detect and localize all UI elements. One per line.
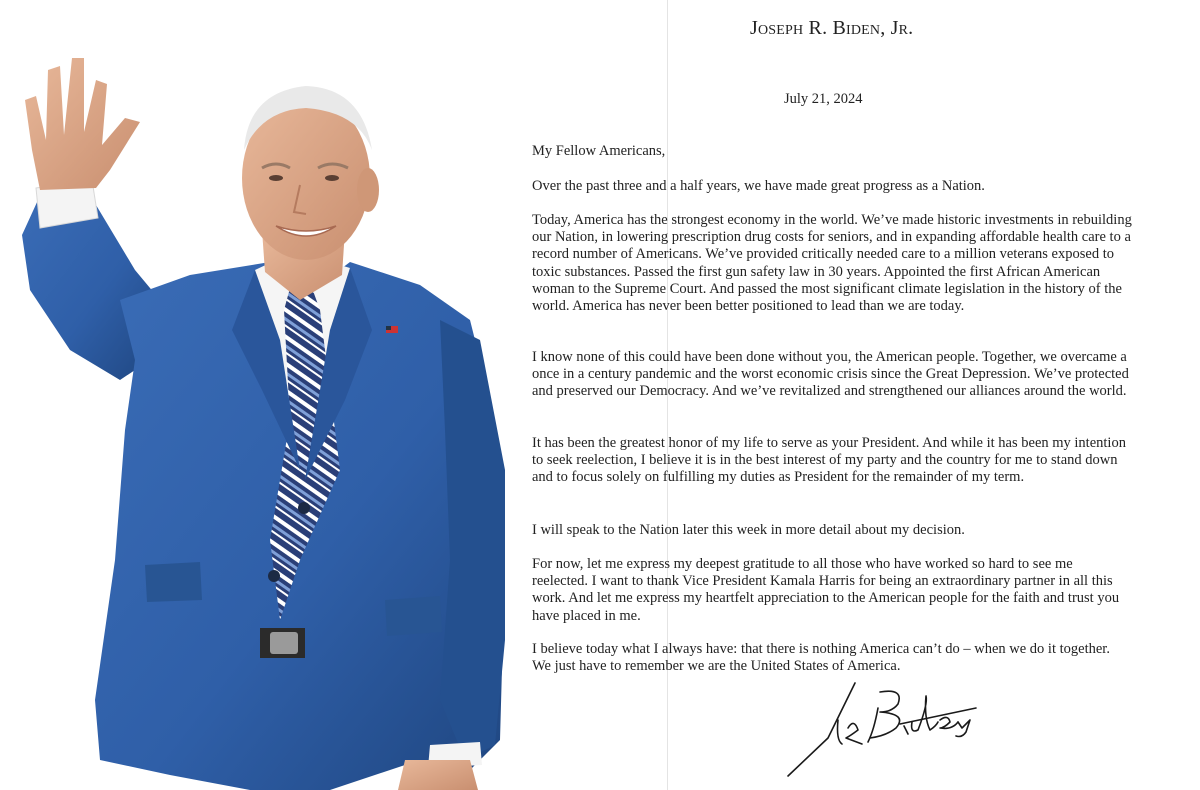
handwritten-signature [780,678,980,783]
paragraph-gratitude: For now, let me express my deepest gratitude to all those who have worked so hard to see me reelected. I want to thank Vice President Kamala Harris for being an extraordinary partner in all this work. And let me express my heartfelt appreciation to the American people for the faith and trust you have placed in me. [532,556,1120,624]
portrait-photo [0,0,560,790]
paragraph-stand-down: It has been the greatest honor of my life to serve as your President. And while it has been my intention to seek reelection, I believe it is in the best interest of my party and the country for me to stand down and to focus solely on fulfilling my duties as President for the remainder of my term. [532,435,1126,486]
letterhead: Joseph R. Biden, Jr. [750,17,914,39]
paragraph-closing: I believe today what I always have: that there is nothing America can’t do – when we do it together. We just have to remember we are the United States of America. [532,641,1110,675]
paragraph-american-people: I know none of this could have been done without you, the American people. Together, we overcame a once in a century pandemic and the worst economic crisis since the Great Depression. We’ve protected and preserved our Democracy. And we’ve revitalized and strengthened our alliances around the world. [532,349,1129,400]
paragraph-speak-to-nation: I will speak to the Nation later this week in more detail about my decision. [532,522,965,538]
letter-date: July 21, 2024 [784,91,863,107]
paragraph-accomplishments: Today, America has the strongest economy in the world. We’ve made historic investments in rebuilding our Nation, in lowering prescription drug costs for seniors, and in expanding affordable health care to a record number of Americans. We’ve provided critically needed care to a million veterans exposed to toxic substances. Passed the first gun safety law in 30 years. Appointed the first African American woman to the Supreme Court. And passed the most significant climate legislation in the history of the world. America has never been better positioned to lead than we are today. [532,212,1132,315]
salutation: My Fellow Americans, [532,143,666,159]
paragraph-progress: Over the past three and a half years, we have made great progress as a Nation. [532,178,985,194]
